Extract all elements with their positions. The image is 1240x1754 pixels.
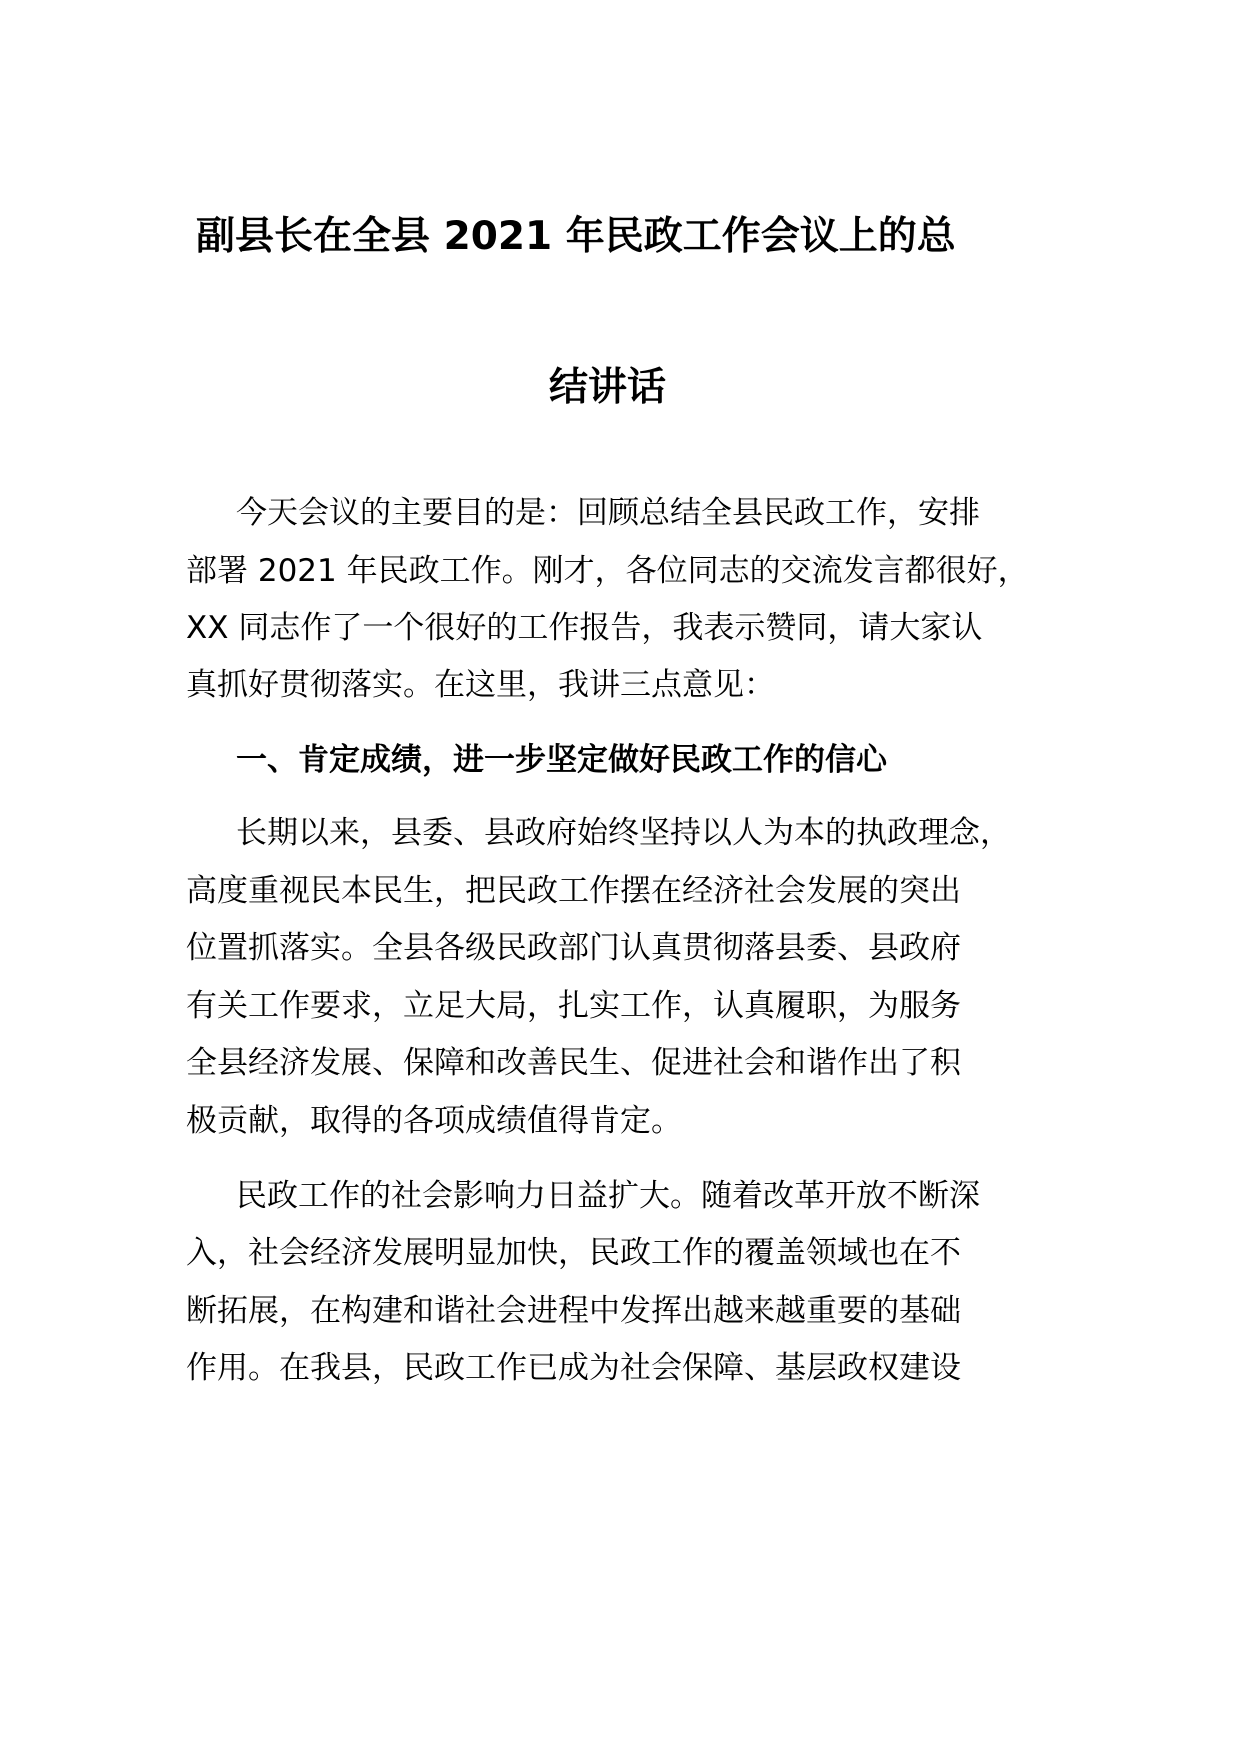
section-heading-1: 一、肯定成绩，进一步坚定做好民政工作的信心 — [236, 742, 887, 778]
paragraph-achievements-line-3: 位置抓落实。全县各级民政部门认真贯彻落县委、县政府 — [186, 930, 961, 966]
paragraph-achievements-line-4: 有关工作要求，立足大局，扎实工作，认真履职，为服务 — [186, 988, 961, 1024]
paragraph-influence-line-1: 民政工作的社会影响力日益扩大。随着改革开放不断深 — [236, 1178, 980, 1214]
paragraph-achievements-line-2: 高度重视民本民生，把民政工作摆在经济社会发展的突出 — [186, 873, 961, 909]
paragraph-intro-line-3: XX 同志作了一个很好的工作报告，我表示赞同，请大家认 — [186, 610, 983, 646]
document-title-line-1: 副县长在全县 2021 年民政工作会议上的总 — [196, 214, 956, 259]
paragraph-influence-line-4: 作用。在我县，民政工作已成为社会保障、基层政权建设 — [186, 1350, 961, 1386]
paragraph-intro-line-4: 真抓好贯彻落实。在这里，我讲三点意见： — [186, 667, 775, 703]
paragraph-achievements-line-5: 全县经济发展、保障和改善民生、促进社会和谐作出了积 — [186, 1045, 961, 1081]
paragraph-achievements-line-6: 极贡献，取得的各项成绩值得肯定。 — [186, 1103, 682, 1139]
paragraph-achievements-line-1: 长期以来，县委、县政府始终坚持以人为本的执政理念， — [236, 815, 1011, 851]
paragraph-influence-line-2: 入，社会经济发展明显加快，民政工作的覆盖领域也在不 — [186, 1235, 961, 1271]
paragraph-influence-line-3: 断拓展，在构建和谐社会进程中发挥出越来越重要的基础 — [186, 1293, 961, 1329]
document-title-line-2: 结讲话 — [549, 365, 667, 410]
paragraph-intro-line-2: 部署 2021 年民政工作。刚才，各位同志的交流发言都很好， — [186, 553, 1029, 589]
paragraph-intro-line-1: 今天会议的主要目的是：回顾总结全县民政工作，安排 — [236, 495, 980, 531]
